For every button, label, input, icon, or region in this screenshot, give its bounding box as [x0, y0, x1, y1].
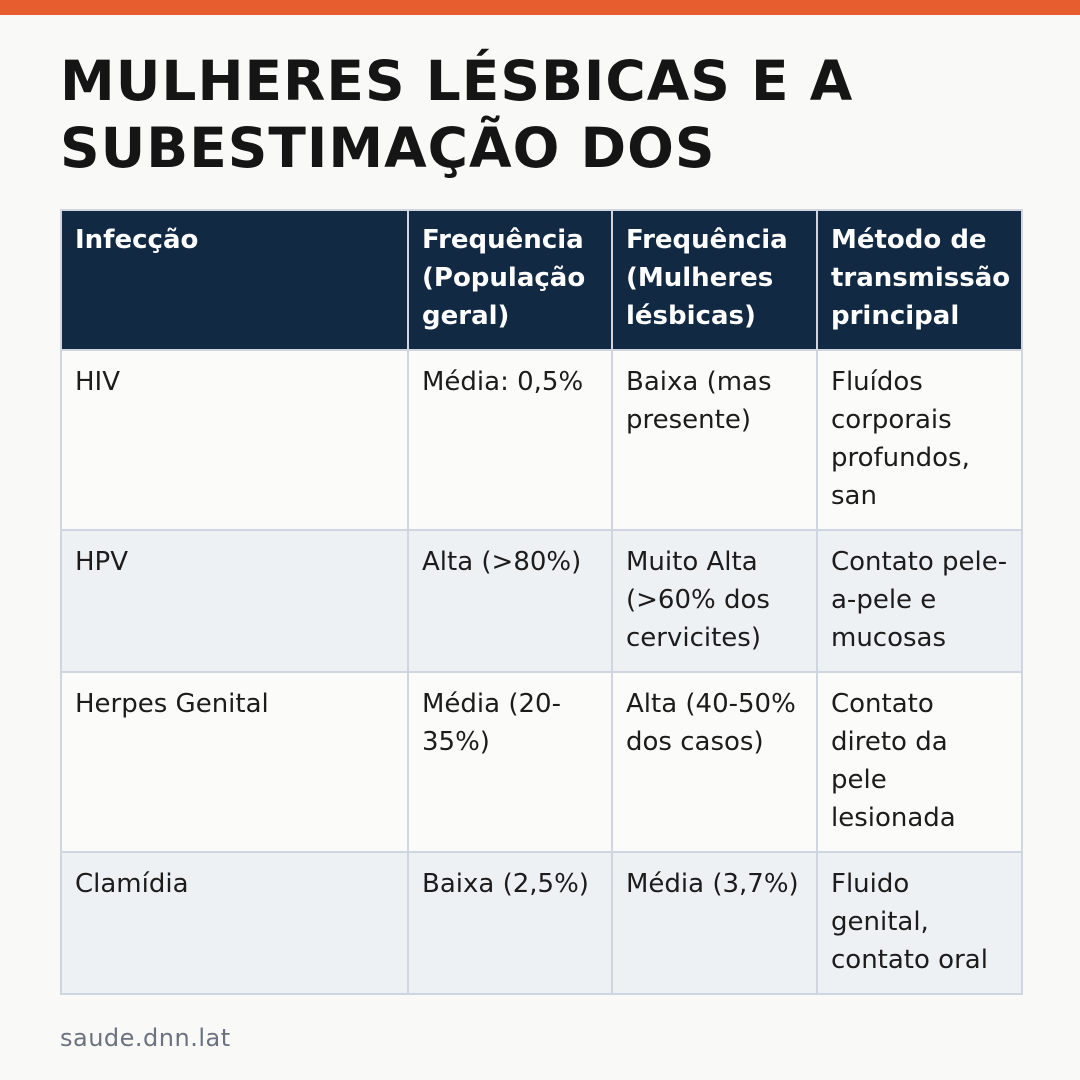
table-row	[61, 350, 1022, 530]
cell-frequency-lesbian: Baixa (mas presente)	[612, 350, 817, 530]
column-header-metodo: Método de transmissão principal	[817, 210, 1022, 350]
cell-frequency-general: Média: 0,5%	[408, 350, 612, 530]
cell-transmission: Contato direto da pele lesionada	[817, 672, 1022, 852]
column-header-infeccao: Infecção	[61, 210, 408, 350]
cell-frequency-lesbian: Alta (40-50% dos casos)	[612, 672, 817, 852]
cell-transmission: Contato pele-a-pele e mucosas	[817, 530, 1022, 672]
page-title: MULHERES LÉSBICAS E A SUBESTIMAÇÃO DOS	[60, 49, 854, 180]
table-header-row	[61, 210, 1022, 350]
cell-infection: Clamídia	[61, 852, 408, 994]
cell-transmission: Fluídos corporais profundos, san	[817, 350, 1022, 530]
cell-infection: HIV	[61, 350, 408, 530]
cell-frequency-general: Alta (>80%)	[408, 530, 612, 672]
table-row	[61, 530, 1022, 672]
cell-frequency-lesbian: Média (3,7%)	[612, 852, 817, 994]
cell-infection: HPV	[61, 530, 408, 672]
infection-table	[60, 209, 1021, 995]
table-row	[61, 852, 1022, 994]
cell-transmission: Fluido genital, contato oral	[817, 852, 1022, 994]
accent-bar	[0, 0, 1080, 15]
table-row	[61, 672, 1022, 852]
cell-frequency-lesbian: Muito Alta (>60% dos cervicites)	[612, 530, 817, 672]
column-header-frequencia-geral: Frequência (População geral)	[408, 210, 612, 350]
data-table	[60, 209, 1023, 995]
cell-infection: Herpes Genital	[61, 672, 408, 852]
cell-frequency-general: Média (20-35%)	[408, 672, 612, 852]
cell-frequency-general: Baixa (2,5%)	[408, 852, 612, 994]
column-header-frequencia-lesbicas: Frequência (Mulheres lésbicas)	[612, 210, 817, 350]
source-url: saude.dnn.lat	[60, 1024, 231, 1052]
